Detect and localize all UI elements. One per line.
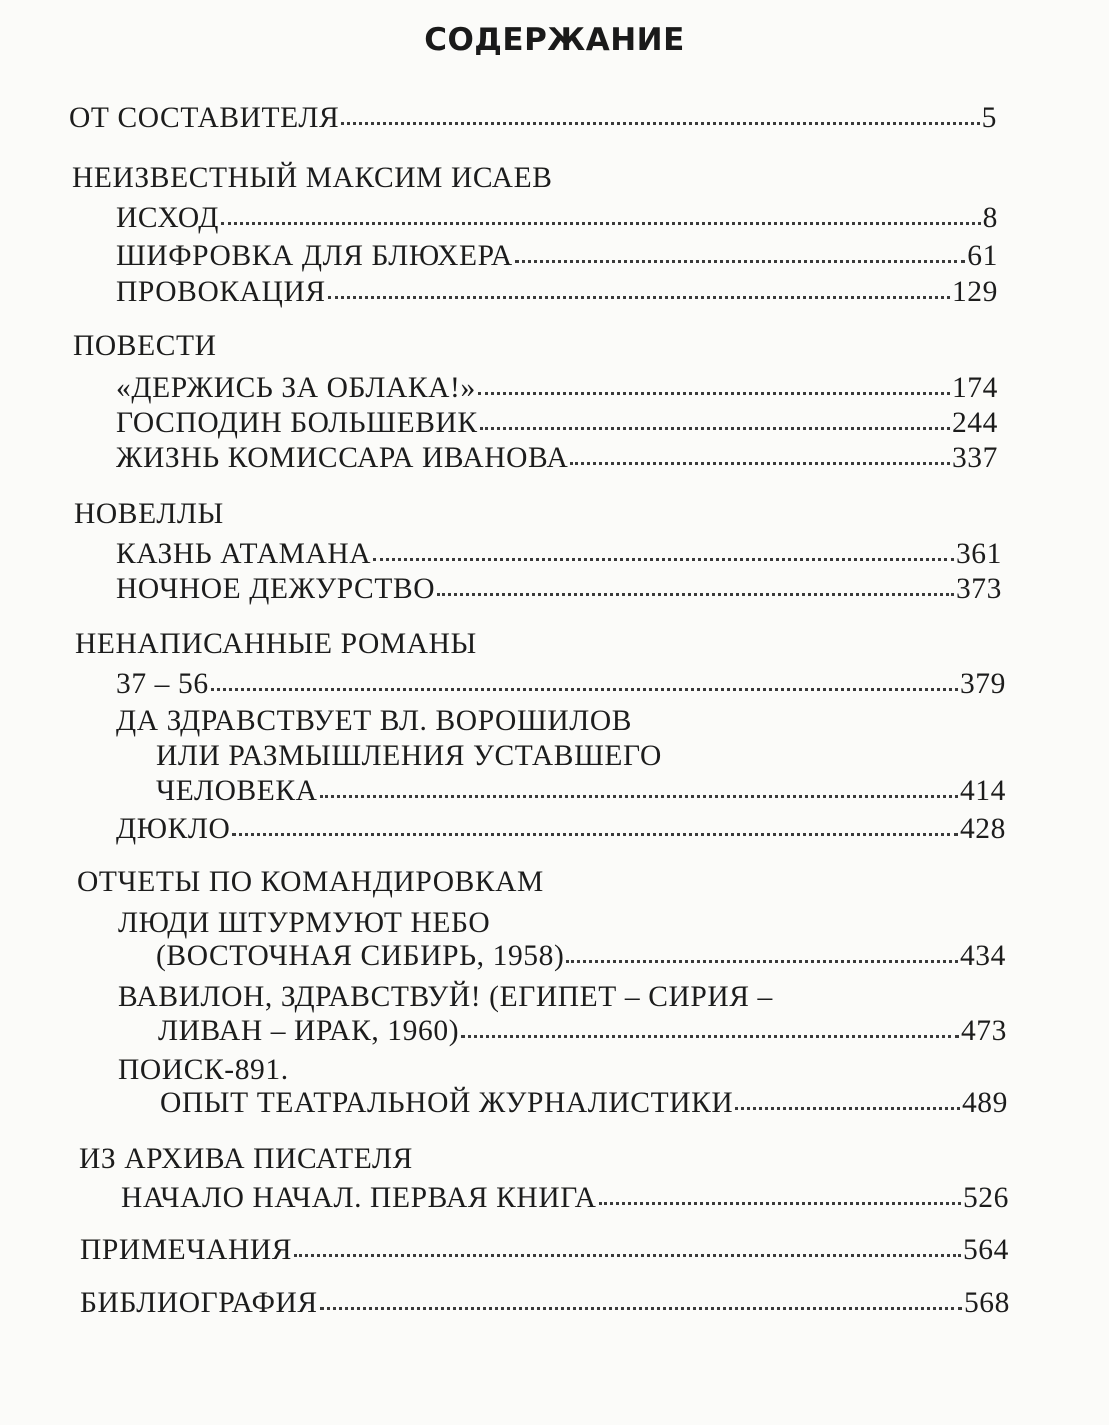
dot-leader	[294, 1254, 961, 1257]
toc-section-povesti: ПОВЕСТИ	[73, 330, 217, 362]
toc-entry-title: ДЮКЛО	[116, 813, 231, 845]
toc-entry-page: 379	[959, 668, 1006, 700]
toc-entry-voroshilov[interactable]	[156, 773, 1006, 809]
toc-entry-page: 414	[959, 775, 1006, 807]
dot-leader	[232, 833, 958, 836]
toc-entry-title: ЖИЗНЬ КОМИССАРА ИВАНОВА	[116, 442, 569, 474]
toc-entry-title: 37 – 56	[116, 668, 209, 700]
toc-entry-page: 564	[962, 1234, 1009, 1266]
toc-entry-page: 428	[959, 813, 1006, 845]
toc-entry-title: ПРИМЕЧАНИЯ	[80, 1234, 293, 1266]
toc-entry-lyudi-line1: ЛЮДИ ШТУРМУЮТ НЕБО	[118, 907, 491, 939]
toc-entry-title: КАЗНЬ АТАМАНА	[116, 538, 372, 570]
dot-leader	[570, 462, 950, 465]
toc-entry-zhizn[interactable]	[116, 440, 998, 476]
toc-entry-derzhis[interactable]	[116, 370, 998, 406]
toc-entry-voroshilov-line1: ДА ЗДРАВСТВУЕТ ВЛ. ВОРОШИЛОВ	[116, 705, 633, 737]
toc-entry-poisk[interactable]	[160, 1085, 1008, 1121]
toc-entry-title: ЧЕЛОВЕКА	[156, 775, 318, 807]
toc-section-unknown-isaev: НЕИЗВЕСТНЫЙ МАКСИМ ИСАЕВ	[72, 162, 553, 194]
toc-entry-title: ИСХОД	[116, 202, 219, 234]
toc-entry-from-compiler[interactable]	[69, 100, 997, 136]
toc-entry-37-56[interactable]	[116, 666, 1006, 702]
toc-entry-page: 244	[951, 407, 998, 439]
toc-entry-page: 61	[967, 240, 998, 272]
toc-entry-page: 373	[955, 573, 1002, 605]
dot-leader	[735, 1107, 960, 1110]
toc-entry-nochnoe[interactable]	[116, 571, 1002, 607]
toc-entry-page: 337	[951, 442, 998, 474]
toc-section-novelly: НОВЕЛЛЫ	[74, 498, 224, 530]
toc-entry-title: БИБЛИОГРАФИЯ	[80, 1287, 318, 1319]
toc-entry-title: «ДЕРЖИСЬ ЗА ОБЛАКА!»	[116, 372, 476, 404]
toc-entry-page: 526	[962, 1182, 1009, 1214]
toc-entry-page: 5	[981, 102, 997, 134]
toc-entry-page: 568	[963, 1287, 1010, 1319]
page-title: СОДЕРЖАНИЕ	[424, 22, 685, 58]
dot-leader	[437, 593, 954, 596]
dot-leader	[320, 795, 958, 798]
toc-entry-nachalo[interactable]	[121, 1180, 1009, 1216]
toc-entry-title: ГОСПОДИН БОЛЬШЕВИК	[116, 407, 478, 439]
dot-leader	[478, 392, 950, 395]
toc-entry-provokatsiya[interactable]	[116, 274, 998, 310]
toc-section-otchety: ОТЧЕТЫ ПО КОМАНДИРОВКАМ	[77, 866, 544, 898]
dot-leader	[461, 1035, 959, 1038]
toc-entry-page: 489	[961, 1087, 1008, 1119]
toc-section-arkhiv: ИЗ АРХИВА ПИСАТЕЛЯ	[79, 1143, 413, 1175]
dot-leader	[373, 558, 954, 561]
toc-entry-title: ЛИВАН – ИРАК, 1960)	[158, 1015, 460, 1047]
toc-entry-bibliografiya[interactable]	[80, 1285, 1010, 1321]
dot-leader	[515, 260, 966, 263]
toc-entry-title: ОТ СОСТАВИТЕЛЯ	[69, 102, 340, 134]
dot-leader	[341, 122, 979, 125]
toc-entry-title: НАЧАЛО НАЧАЛ. ПЕРВАЯ КНИГА	[121, 1182, 597, 1214]
toc-entry-title: ОПЫТ ТЕАТРАЛЬНОЙ ЖУРНАЛИСТИКИ	[160, 1087, 734, 1119]
toc-entry-voroshilov-line2: ИЛИ РАЗМЫШЛЕНИЯ УСТАВШЕГО	[156, 740, 662, 772]
toc-entry-page: 361	[955, 538, 1002, 570]
toc-entry-title: ШИФРОВКА ДЛЯ БЛЮХЕРА	[116, 240, 513, 272]
toc-entry-primechaniya[interactable]	[80, 1232, 1009, 1268]
dot-leader	[211, 688, 958, 691]
toc-entry-page: 129	[951, 276, 998, 308]
dot-leader	[320, 1307, 962, 1310]
toc-section-nenapisannye: НЕНАПИСАННЫЕ РОМАНЫ	[75, 628, 477, 660]
toc-entry-title: ПРОВОКАЦИЯ	[116, 276, 326, 308]
toc-entry-title: (ВОСТОЧНАЯ СИБИРЬ, 1958)	[156, 940, 565, 972]
toc-entry-shifrovka[interactable]	[116, 238, 998, 274]
toc-entry-poisk-line1: ПОИСК-891.	[118, 1054, 289, 1086]
toc-entry-gospodin[interactable]	[116, 405, 998, 441]
toc-entry-iskhod[interactable]	[116, 200, 998, 236]
toc-entry-title: НОЧНОЕ ДЕЖУРСТВО	[116, 573, 436, 605]
toc-entry-page: 174	[951, 372, 998, 404]
toc-entry-lyudi[interactable]	[156, 938, 1006, 974]
dot-leader	[221, 222, 981, 225]
dot-leader	[566, 960, 958, 963]
dot-leader	[328, 296, 950, 299]
dot-leader	[599, 1202, 961, 1205]
toc-entry-page: 434	[959, 940, 1006, 972]
toc-entry-duclos[interactable]	[116, 811, 1006, 847]
toc-entry-page: 473	[960, 1015, 1007, 1047]
toc-entry-vavilon[interactable]	[158, 1013, 1007, 1049]
dot-leader	[480, 427, 950, 430]
toc-entry-kazn[interactable]	[116, 536, 1002, 572]
toc-entry-vavilon-line1: ВАВИЛОН, ЗДРАВСТВУЙ! (ЕГИПЕТ – СИРИЯ –	[118, 981, 773, 1013]
toc-entry-page: 8	[982, 202, 998, 234]
